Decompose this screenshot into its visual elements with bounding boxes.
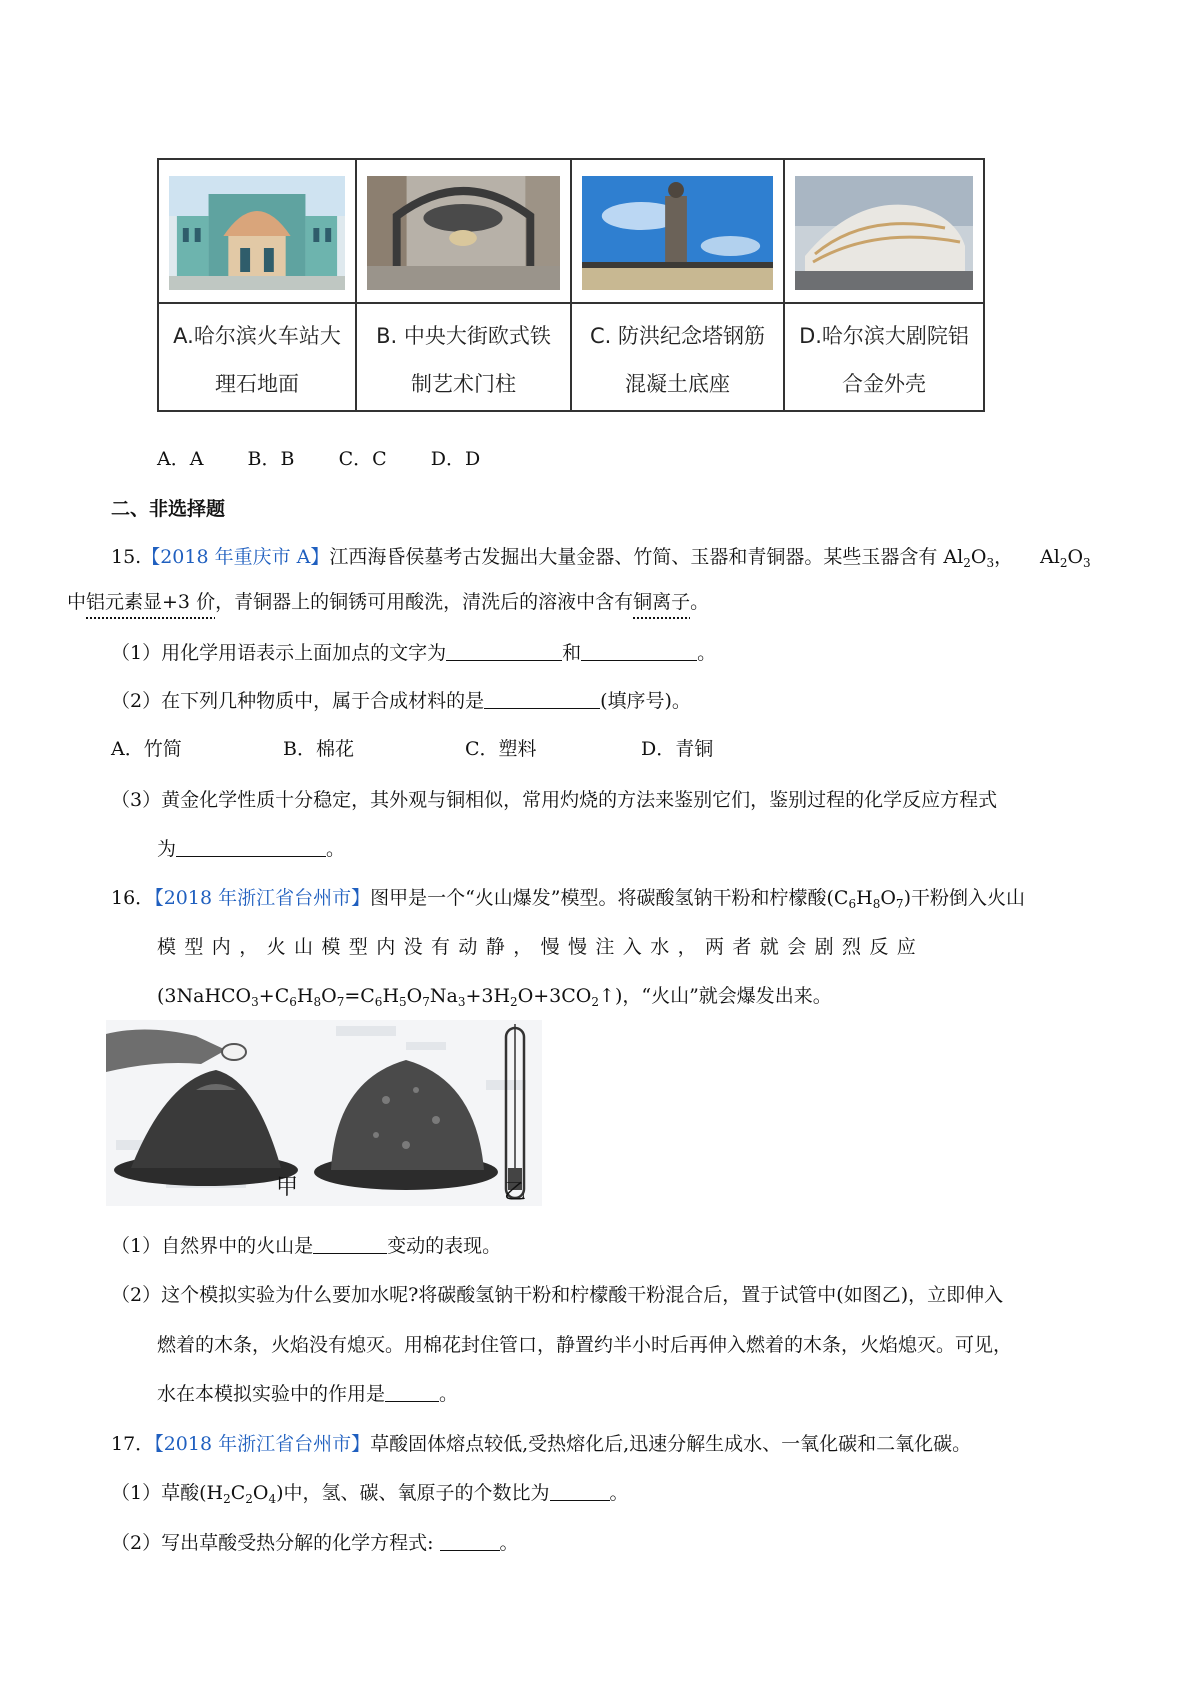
caption-line: 混凝土底座 (625, 372, 730, 396)
question-text: 草酸固体熔点较低,受热熔化后,迅速分解生成水、一氧化碳和二氧化碳。 (370, 1433, 972, 1455)
q15-part3: （3）黄金化学性质十分稳定，其外观与铜相似，常用灼烧的方法来鉴别它们，鉴别过程的化学反应方程式 (111, 789, 998, 811)
harbin-railway-station-photo (169, 176, 345, 290)
q16-part2c (157, 1380, 458, 1408)
section-title: 二、非选择题 (111, 498, 226, 520)
caption-line: D.哈尔滨大剧院铝 (799, 324, 969, 348)
central-street-iron-gate-photo (367, 176, 560, 290)
caption-line: C. 防洪纪念塔钢筋 (589, 324, 765, 348)
option: B．棉花 (283, 738, 354, 760)
question-text: ↑)，“火山”就会爆发出来。 (599, 985, 832, 1007)
question-text: （1）自然界中的火山是 (111, 1235, 314, 1257)
flood-memorial-tower-photo (582, 176, 773, 290)
subscript: 3 (1083, 556, 1091, 570)
q17-line1 (111, 1430, 971, 1458)
answer-blank[interactable] (446, 642, 562, 661)
formula-part: O (1067, 546, 1084, 568)
option: C．C (338, 448, 387, 470)
punct: 。 (697, 642, 717, 664)
question-text: (填序号)。 (600, 690, 691, 712)
q16-line1: 16．【2018 年浙江省台州市】图甲是一个“火山爆发”模型。将碳酸氢钠干粉和柠檬酸$(C_6H_8O_7)$干粉倒入火山 (111, 887, 1025, 911)
q16-part1 (111, 1232, 501, 1260)
question-text: 中 (67, 591, 87, 613)
q15-part2 (111, 687, 691, 715)
q15-part1 (111, 639, 716, 667)
question-text: （2）在下列几种物质中，属于合成材料的是 (111, 690, 485, 712)
q15-options (111, 735, 713, 763)
punct: 。 (439, 1383, 459, 1405)
option: D．青铜 (641, 738, 714, 760)
q17-part2 (111, 1529, 519, 1557)
table-cell-b (357, 160, 572, 410)
punct: 。 (690, 591, 710, 613)
question-text: )中，氢、碳、氧原子的个数比为 (276, 1482, 550, 1504)
q16-line3: $(3NaHCO_3+C_6H_8O_7=C_6H_5O_7Na_3+3H_2O+3CO_2↑)$，“火山”就会爆发出来。 (157, 985, 832, 1009)
q15-line1 (111, 543, 1013, 571)
harbin-grand-theatre-photo (795, 176, 973, 290)
question-text: ，青铜器上的铜锈可用酸洗，清洗后的溶液中含有 (215, 591, 634, 613)
question-text: 变动的表现。 (387, 1235, 502, 1257)
answer-blank[interactable] (484, 690, 600, 709)
table-cell-d (785, 160, 983, 410)
question-text: )干粉倒入火山 (903, 887, 1025, 909)
question-text: 和 (562, 642, 582, 664)
caption-line: 合金外壳 (842, 372, 926, 396)
q16-part2a: （2）这个模拟实验为什么要加水呢?将碳酸氢钠干粉和柠檬酸干粉混合后，置于试管中(如图乙)，立即伸入 (111, 1284, 1004, 1306)
answer-blank[interactable] (176, 838, 326, 857)
q14-options (157, 445, 480, 473)
question-text: 江西海昏侯墓考古发掘出大量金器、竹简、玉器和青铜器。某些玉器含有 Al (329, 546, 964, 568)
formula-part: Al (1040, 546, 1060, 568)
question-text: （2）写出草酸受热分解的化学方程式: (111, 1532, 434, 1554)
caption-line: 制艺术门柱 (411, 372, 516, 396)
question-number: 16． (111, 887, 155, 909)
punct: 。 (326, 838, 346, 860)
question-text: （1）用化学用语表示上面加点的文字为 (111, 642, 447, 664)
option: D．D (430, 448, 481, 470)
q16-part2b: 燃着的木条，火焰没有熄灭。用棉花封住管口，静置约半小时后再伸入燃着的木条，火焰熄灭。可见， (157, 1334, 1013, 1356)
question-text: 为 (157, 838, 177, 860)
question-text: （1）草酸(H (111, 1482, 224, 1504)
formula-part: O (970, 546, 987, 568)
volcano-model-figure (106, 1020, 542, 1206)
emphasized-text: 铝元素显+3 价 (86, 591, 216, 613)
image-table (157, 158, 985, 412)
q17-part1: （1）草酸$(H_2C_2O_4)$中，氢、碳、氧原子的个数比为 。 (111, 1482, 629, 1506)
punct: 。 (609, 1482, 629, 1504)
q15-line1-formula (1040, 543, 1091, 571)
option: C．塑料 (465, 738, 537, 760)
caption-line: 理石地面 (215, 372, 299, 396)
q16-line2: 模型内，火山模型内没有动静，慢慢注入水，两者就会剧烈反应 (157, 936, 925, 958)
emphasized-text: 铜离子 (633, 591, 691, 613)
table-cell-c (572, 160, 785, 410)
option: A．竹简 (111, 738, 182, 760)
punct: ， (994, 546, 1014, 568)
punct: 。 (499, 1532, 519, 1554)
table-cell-a (159, 160, 357, 410)
question-text: 图甲是一个“火山爆发”模型。将碳酸氢钠干粉和柠檬酸(C (370, 887, 849, 909)
question-source: 【2018 年浙江省台州市】 (154, 1433, 371, 1455)
question-source: 【2018 年重庆市 A】 (141, 546, 330, 568)
question-source: 【2018 年浙江省台州市】 (154, 887, 371, 909)
subscript: 2 (963, 556, 971, 570)
subscript: 3 (986, 556, 995, 570)
question-number: 15. (111, 546, 142, 568)
question-number: 17． (111, 1433, 155, 1455)
answer-blank[interactable] (550, 1482, 610, 1501)
answer-blank[interactable] (440, 1532, 500, 1551)
answer-blank[interactable] (581, 642, 697, 661)
figure-label-jia: 甲 (276, 1175, 299, 1200)
option: B．B (247, 448, 295, 470)
question-text: 水在本模拟实验中的作用是 (157, 1383, 386, 1405)
q15-line2 (67, 588, 709, 616)
caption-line: B. 中央大街欧式铁 (376, 324, 551, 348)
answer-blank[interactable] (385, 1383, 439, 1402)
q15-part3-b (157, 835, 345, 863)
caption-line: A.哈尔滨火车站大 (173, 324, 341, 348)
subscript: 2 (1059, 556, 1068, 570)
option: A．A (157, 448, 204, 470)
answer-blank[interactable] (313, 1235, 387, 1254)
equation: (3NaHCO (157, 985, 252, 1007)
figure-label-yi: 乙 (504, 1180, 527, 1205)
